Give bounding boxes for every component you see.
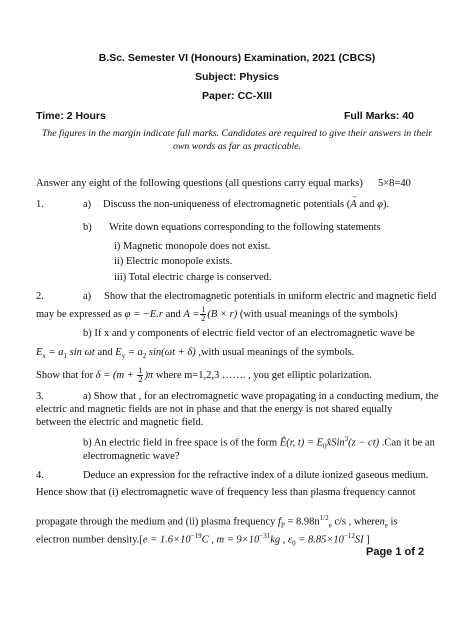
q2a-equation-line: may be expressed as φ = −E.r and A = $\frac{1}{2}$ (B × r) (with usual meanings of the symbols) <box>36 305 398 323</box>
q4-number: 4. <box>36 470 44 481</box>
q2a-label: a) <box>83 291 92 302</box>
q2a-text: Show that the electromagnetic potentials in uniform electric and magnetic field <box>104 291 437 302</box>
q1b-item-3: iii) Total electric charge is conserved. <box>114 272 272 283</box>
q1-number: 1. <box>36 199 44 210</box>
q1b-text: Write down equations corresponding to the following statements <box>109 222 381 233</box>
paper-line: Paper: CC-XIII <box>201 90 272 102</box>
q1b-item-1: i) Magnetic monopole does not exist. <box>114 241 271 252</box>
q3b-line1: b) An electric field in free space is of the form Ê(r, $t) = E_0x̂Sin^3(z - ct)$ .Can it be an <box>83 435 435 451</box>
q3a-line2: electric and magnetic fields are not in phase and that the energy is not shared equally <box>36 404 393 415</box>
q2c-line: Show that for δ = (m + $\frac{1}{2}$ )π where m=1,2,3 ……. , you get elliptic polarization. <box>36 366 372 384</box>
q3a-line3: between the electric and magnetic field. <box>36 417 204 428</box>
q4-line2: Hence show that (i) electromagnetic wave of frequency less than plasma frequency cannot <box>36 487 416 498</box>
subject-line: Subject: Physics <box>194 71 280 83</box>
q4-line3: propagate through the medium and (ii) plasma frequency $f_P = 8.98n^{1/2}_e$ c/s , wheren$_e$ is <box>36 514 398 530</box>
page-number: Page 1 of 2 <box>366 546 425 558</box>
q3a-line1: a) Show that , for an electromagnetic wave propagating in a conducting medium, the <box>83 391 439 402</box>
half-fraction-2: $\frac{1}{2}$ <box>138 366 143 384</box>
q2b-text: b) If x and y components of electric field vector of an electromagnetic wave be <box>83 328 415 339</box>
time-line: Time: 2 Hours <box>36 110 106 122</box>
exam-title: B.Sc. Semester VI (Honours) Examination, 2021 (CBCS) <box>98 52 376 64</box>
q1a-text: Discuss the non-uniqueness of electromagnetic potentials (→ A and φ). <box>103 199 389 210</box>
answer-instruction: Answer any eight of the following questions (all questions carry equal marks) <box>36 178 363 189</box>
q1b-label: b) <box>83 222 92 233</box>
half-fraction: $\frac{1}{2}$ <box>201 305 206 323</box>
q4-line4: electron number density.[e = $1.6\times 10^{-19}C$ , $m = 9\times 10^{-31}kg$ , $\varepsilon_0 = 8.85\times 10^{-12}SI$ ] <box>36 532 370 548</box>
full-marks: Full Marks: 40 <box>344 110 415 122</box>
instruction-note: The figures in the margin indicate full marks. Candidates are required to give their answers in their own words as far as practicable. <box>41 128 433 152</box>
q2b-equation-line: $E_x = a_1$ sin ωt and $E_y = a_2$ sin(ωt + δ) ,with usual meanings of the symbols. <box>36 347 355 361</box>
q4-line1: Deduce an expression for the refractive index of a dilute ionized gaseous medium. <box>83 470 429 481</box>
q3-number: 3. <box>36 391 44 402</box>
q1a-label: a) <box>83 199 92 210</box>
q1b-item-2: ii) Electric monopole exists. <box>114 256 233 267</box>
q3b-line2: electromagnetic wave? <box>83 451 180 462</box>
total-marks: 5×8=40 <box>378 178 411 189</box>
q2-number: 2. <box>36 291 44 302</box>
